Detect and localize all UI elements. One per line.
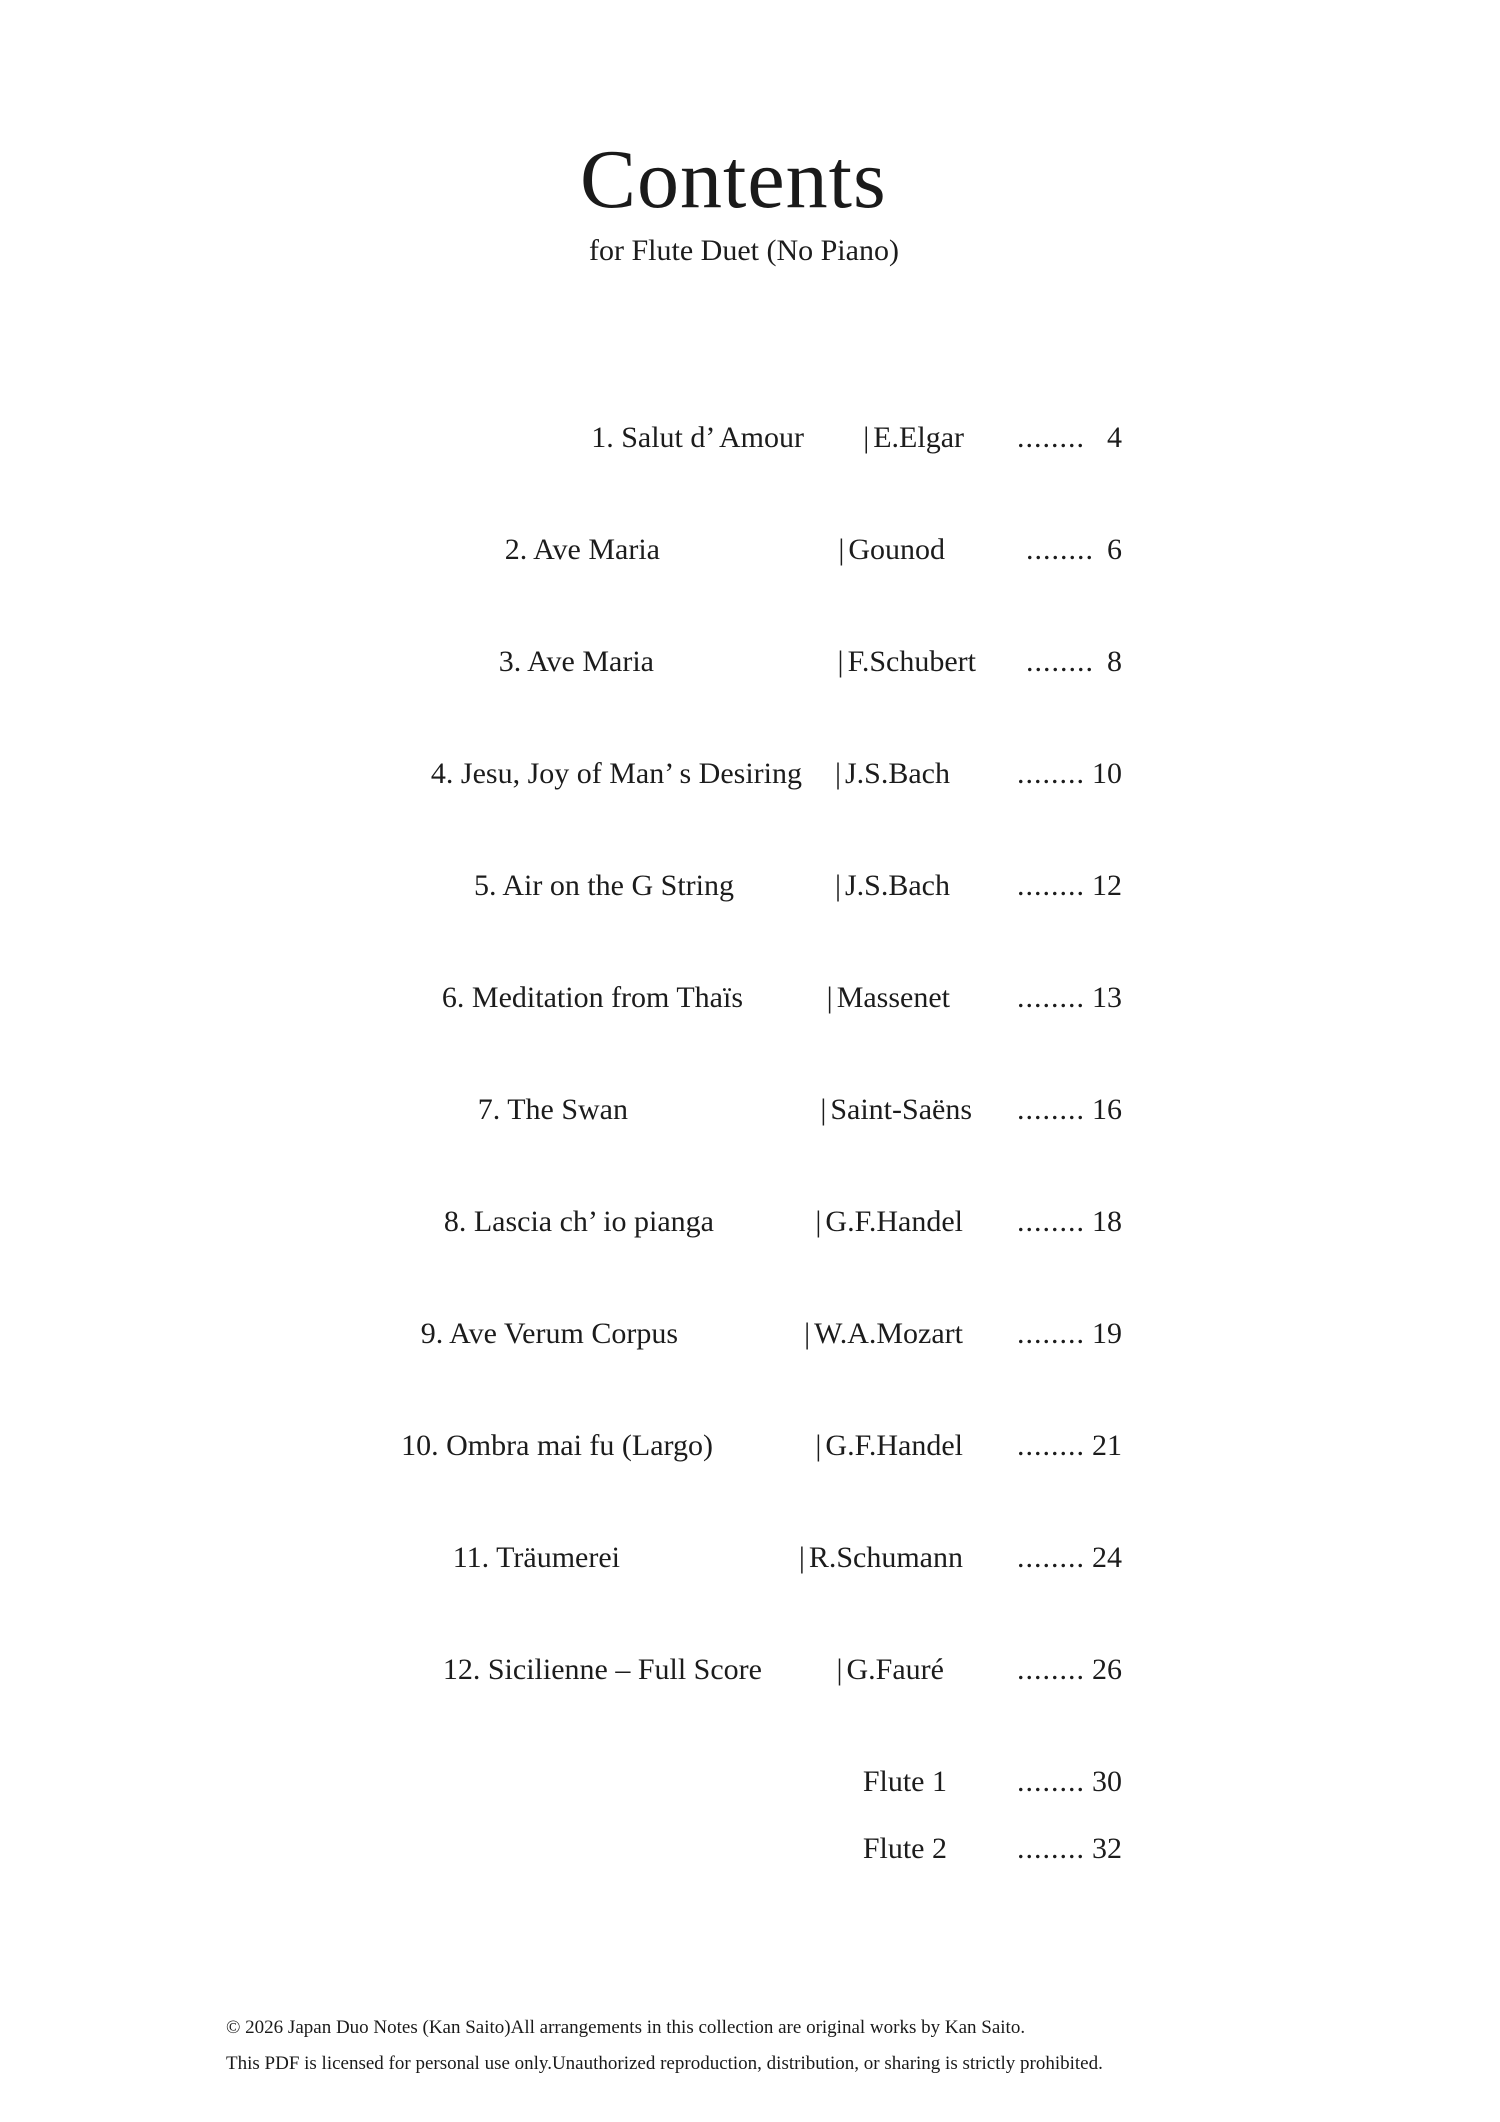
composer-name: F.Schubert	[847, 645, 976, 678]
dot-leader: ........	[1026, 533, 1094, 566]
toc-entry-page: 26	[1092, 1653, 1122, 1686]
separator-bar: |	[820, 1093, 827, 1126]
dot-leader: ........	[1017, 757, 1085, 790]
toc-entry-page: 6	[1107, 533, 1122, 566]
composer-name: G.F.Handel	[825, 1205, 963, 1238]
copyright-line: © 2026 Japan Duo Notes (Kan Saito)All arrangements in this collection are original works by Kan Saito.	[226, 2017, 1026, 2038]
separator-bar: |	[826, 981, 833, 1014]
dot-leader: ........	[1017, 1317, 1085, 1350]
toc-entry-composer	[815, 1426, 963, 1466]
toc-entry-page: 16	[1092, 1093, 1122, 1126]
toc-entry-composer	[835, 754, 950, 794]
dot-leader: ........	[1017, 1541, 1085, 1574]
toc-entry-title: 11. Träumerei	[452, 1541, 620, 1574]
dot-leader: ........	[1017, 869, 1085, 902]
toc-entry	[0, 1538, 1500, 1578]
toc-entry-title: 2. Ave Maria	[504, 533, 660, 566]
composer-name: Massenet	[836, 981, 950, 1014]
composer-name: J.S.Bach	[845, 757, 950, 790]
toc-entry-page: 8	[1107, 645, 1122, 678]
toc-entry-composer	[804, 1314, 963, 1354]
toc-sub-entry-title: Flute 2	[862, 1832, 947, 1865]
toc-entry-page: 24	[1092, 1541, 1122, 1574]
separator-bar: |	[837, 645, 844, 678]
separator-bar: |	[863, 421, 870, 454]
toc-entry-title: 6. Meditation from Thaïs	[441, 981, 743, 1014]
toc-sub-entry	[0, 1762, 1500, 1802]
composer-name: G.F.Handel	[825, 1429, 963, 1462]
toc-entry-composer	[815, 1202, 963, 1242]
toc-entry-page: 12	[1092, 869, 1122, 902]
composer-name: Gounod	[848, 533, 945, 566]
toc-sub-entry	[0, 1829, 1500, 1869]
composer-name: G.Fauré	[846, 1653, 944, 1686]
toc-sub-entry-page: 30	[1092, 1765, 1122, 1798]
toc-entry	[0, 642, 1500, 682]
composer-name: E.Elgar	[873, 421, 964, 454]
toc-entry-title: 10. Ombra mai fu (Largo)	[401, 1429, 713, 1462]
toc-entry-page: 19	[1092, 1317, 1122, 1350]
toc-entry-page: 18	[1092, 1205, 1122, 1238]
toc-entry	[0, 1650, 1500, 1690]
composer-name: J.S.Bach	[845, 869, 950, 902]
toc-entry-composer	[838, 530, 945, 570]
separator-bar: |	[836, 1653, 843, 1686]
toc-entry-page: 10	[1092, 757, 1122, 790]
dot-leader: ........	[1017, 421, 1085, 454]
composer-name: R.Schumann	[808, 1541, 963, 1574]
page-title: Contents	[580, 133, 887, 226]
toc-entry-title: 3. Ave Maria	[498, 645, 654, 678]
toc-entry-title: 1. Salut d’ Amour	[591, 421, 804, 454]
toc-sub-entry-title: Flute 1	[862, 1765, 947, 1798]
toc-entry	[0, 978, 1500, 1018]
toc-entry-page: 13	[1092, 981, 1122, 1014]
separator-bar: |	[815, 1429, 822, 1462]
toc-entry-title: 7. The Swan	[477, 1093, 628, 1126]
separator-bar: |	[834, 869, 841, 902]
toc-entry	[0, 1314, 1500, 1354]
toc-entry-composer	[835, 866, 950, 906]
toc-entry	[0, 530, 1500, 570]
toc-entry	[0, 1426, 1500, 1466]
dot-leader: ........	[1017, 1205, 1085, 1238]
toc-entry	[0, 418, 1500, 458]
dot-leader: ........	[1017, 1653, 1085, 1686]
toc-entry	[0, 754, 1500, 794]
dot-leader: ........	[1017, 1832, 1085, 1865]
toc-entry-title: 12. Sicilienne – Full Score	[442, 1653, 762, 1686]
composer-name: W.A.Mozart	[814, 1317, 963, 1350]
toc-entry-composer	[820, 1090, 972, 1130]
toc-entry	[0, 866, 1500, 906]
dot-leader: ........	[1026, 645, 1094, 678]
toc-entry-composer	[799, 1538, 963, 1578]
composer-name: Saint-Saëns	[830, 1093, 972, 1126]
page-subtitle: for Flute Duet (No Piano)	[589, 234, 899, 267]
toc-entry-title: 4. Jesu, Joy of Man’ s Desiring	[430, 757, 802, 790]
toc-entry-composer	[827, 978, 950, 1018]
toc-entry-page: 21	[1092, 1429, 1122, 1462]
toc-entry-title: 5. Air on the G String	[474, 869, 734, 902]
dot-leader: ........	[1017, 1093, 1085, 1126]
toc-entry-title: 8. Lascia ch’ io pianga	[443, 1205, 714, 1238]
toc-entry-composer	[837, 1650, 945, 1690]
toc-entry-composer	[863, 418, 964, 458]
license-line: This PDF is licensed for personal use only.Unauthorized reproduction, distribution, or sharing is strictly prohibited.	[226, 2053, 1103, 2074]
dot-leader: ........	[1017, 1765, 1085, 1798]
separator-bar: |	[834, 757, 841, 790]
toc-sub-entry-page: 32	[1092, 1832, 1122, 1865]
toc-entry	[0, 1202, 1500, 1242]
dot-leader: ........	[1017, 981, 1085, 1014]
toc-entry-page: 4	[1107, 421, 1122, 454]
toc-entry	[0, 1090, 1500, 1130]
separator-bar: |	[798, 1541, 805, 1574]
toc-entry-title: 9. Ave Verum Corpus	[420, 1317, 678, 1350]
separator-bar: |	[804, 1317, 811, 1350]
dot-leader: ........	[1017, 1429, 1085, 1462]
toc-entry-composer	[838, 642, 976, 682]
separator-bar: |	[815, 1205, 822, 1238]
separator-bar: |	[838, 533, 845, 566]
